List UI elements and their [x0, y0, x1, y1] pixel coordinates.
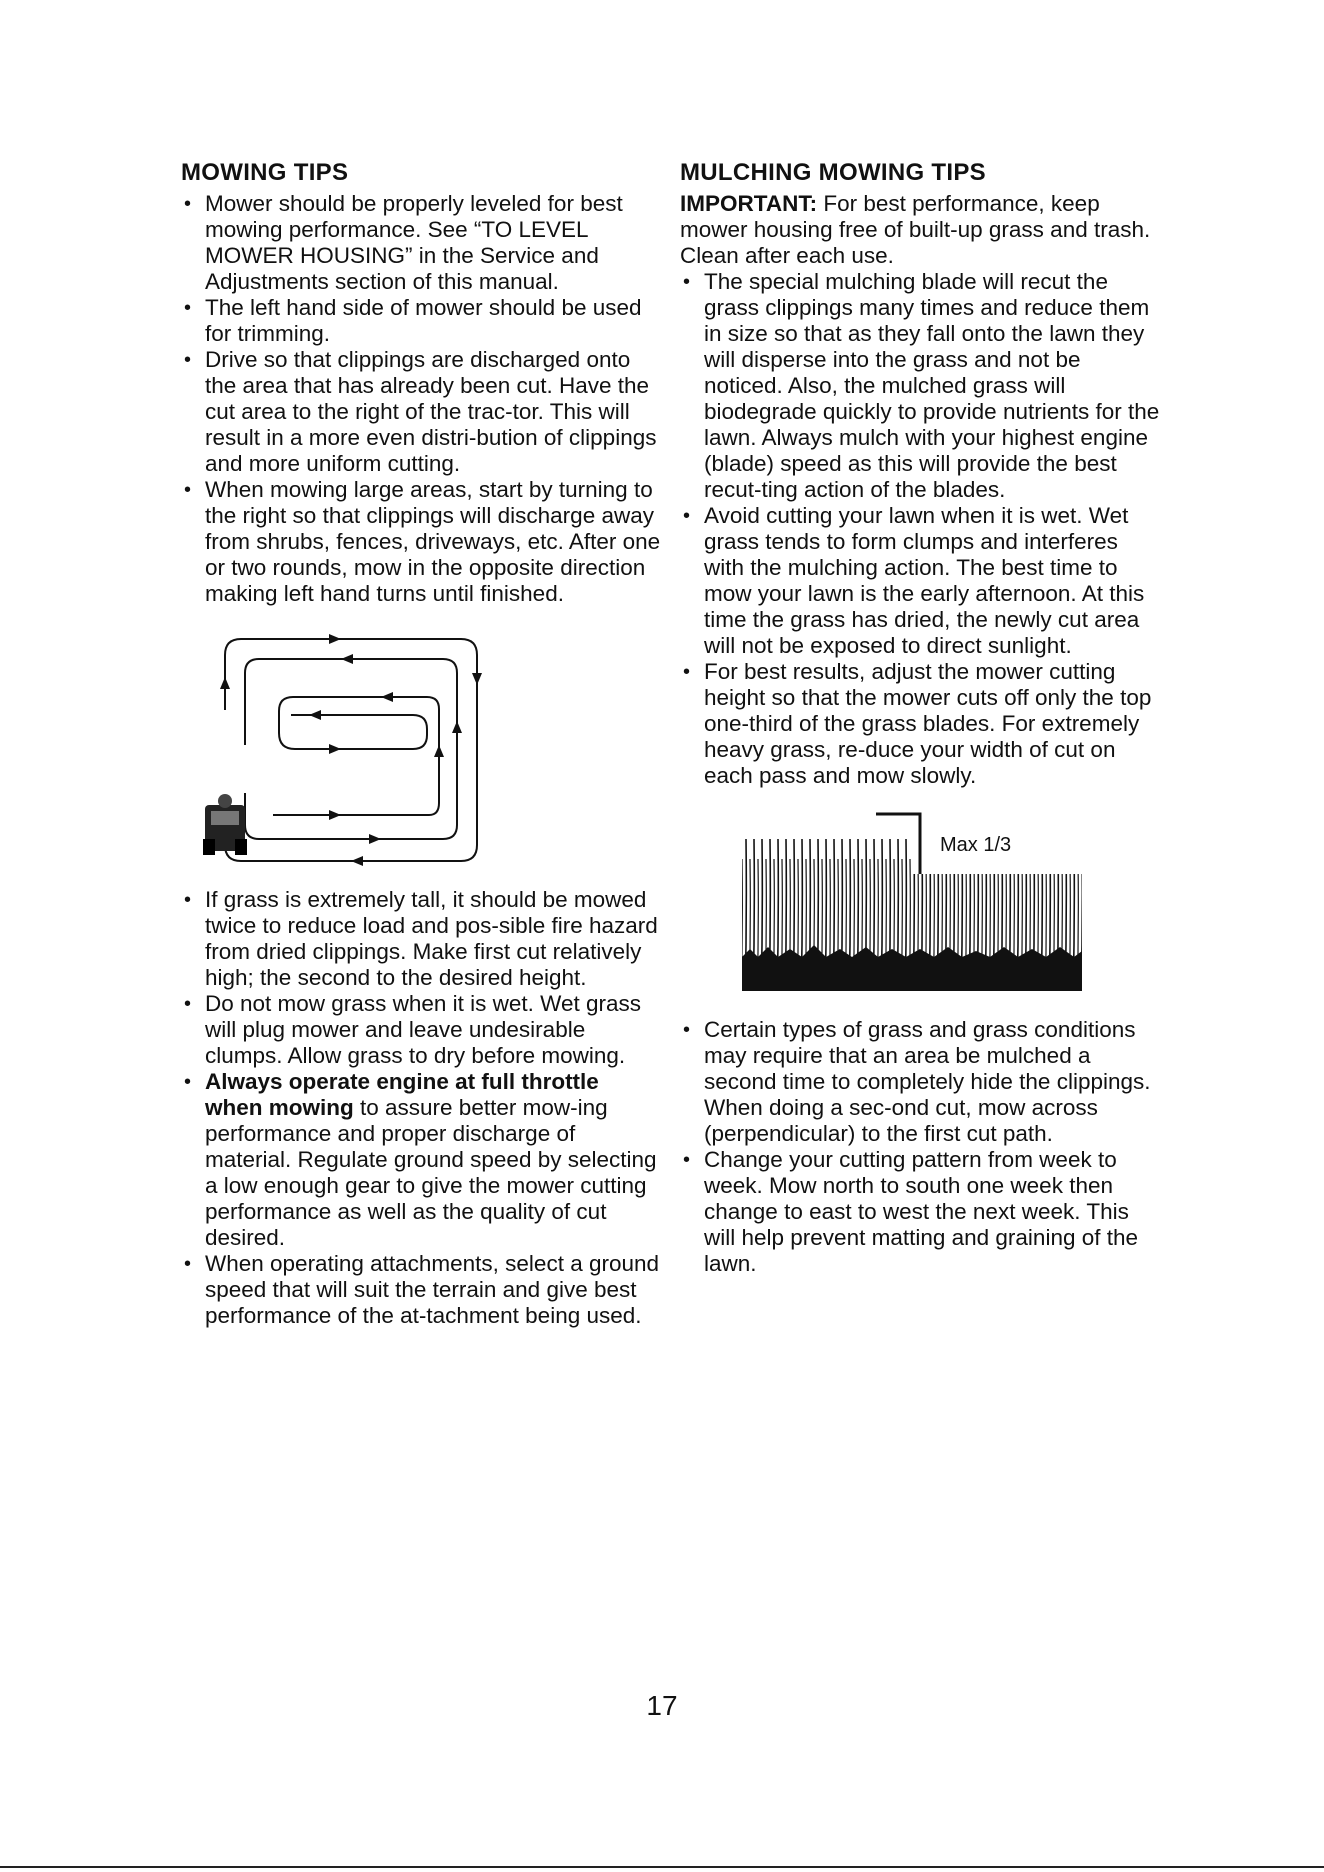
list-item: • Do not mow grass when it is wet. Wet grass will plug mower and leave undesirable clumps. Allow grass to dry before mowing.	[181, 991, 661, 1069]
mowing-tips-list-continued	[181, 887, 661, 1329]
right-column	[680, 158, 1160, 1277]
list-item: • Mower should be properly leveled for best mowing performance. See “TO LEVEL MOWER HOUSING” in the Service and Adjustments section of this manual.	[181, 191, 661, 295]
mulching-tips-list	[680, 269, 1160, 789]
important-text: For best performance, keep mower housing free of built-up grass and trash. Clean after each use.	[680, 191, 1151, 268]
bottom-rule	[0, 1866, 1324, 1868]
max-one-third-label: Max 1/3	[940, 834, 1012, 856]
list-item	[181, 1069, 661, 1251]
important-label: IMPORTANT:	[680, 191, 818, 216]
mulching-tips-heading: MULCHING MOWING TIPS	[680, 159, 986, 186]
list-item: • Avoid cutting your lawn when it is wet. Wet grass tends to form clumps and interferes with the mulching action. The best time to mow your lawn is the early afternoon. At this time the grass has dried, the newly cut area will not be exposed to direct sunlight.	[680, 503, 1160, 659]
list-item: • The special mulching blade will recut the grass clippings many times and reduce them in size so that as they fall onto the lawn they will disperse into the grass and not be noticed. Also, the mulched grass will biodegrade quickly to provide nutrients for the lawn. Always mulch with your highest engine (blade) speed as this will provide the best recut-ting action of the blades.	[680, 269, 1160, 503]
tractor-icon	[203, 794, 247, 855]
grass-illustration	[680, 799, 1160, 999]
list-item: • For best results, adjust the mower cutting height so that the mower cuts off only the top one-third of the grass blades. For extremely heavy grass, re-duce your width of cut on each pass and mow slowly.	[680, 659, 1160, 789]
important-note	[680, 191, 1160, 269]
grass-cut-height-diagram	[680, 799, 1160, 999]
list-item: • If grass is extremely tall, it should be mowed twice to reduce load and pos-sible fire hazard from dried clippings. Make first cut relatively high; the second to the desired height.	[181, 887, 661, 991]
mulching-tips-list-continued	[680, 1017, 1160, 1277]
list-item: • Certain types of grass and grass conditions may require that an area be mulched a second time to completely hide the clippings. When doing a sec-ond cut, mow across (perpendicular) to the first cut path.	[680, 1017, 1160, 1147]
page-number: 17	[646, 1690, 678, 1721]
mowing-pattern-illustration	[181, 625, 661, 875]
list-item: • Change your cutting pattern from week to week. Mow north to south one week then change to east to west the next week. This will help prevent matting and graining of the lawn.	[680, 1147, 1160, 1277]
list-item: • Drive so that clippings are discharged onto the area that has already been cut. Have the cut area to the right of the trac-tor. This will result in a more even distri-bution of clippings and more uniform cutting.	[181, 347, 661, 477]
list-item: • When mowing large areas, start by turning to the right so that clippings will discharge away from shrubs, fences, driveways, etc. After one or two rounds, mow in the opposite direction making left hand turns until finished.	[181, 477, 661, 607]
throttle-text: to assure better mow-ing performance and proper discharge of material. Regulate ground speed by selecting a low enough gear to give the mower cutting performance as well as the quality of cut desired.	[205, 1095, 657, 1250]
list-item: • The left hand side of mower should be used for trimming.	[181, 295, 661, 347]
list-item: • When operating attachments, select a ground speed that will suit the terrain and give best performance of the at-tachment being used.	[181, 1251, 661, 1329]
mowing-tips-list	[181, 191, 661, 607]
mowing-tips-heading: MOWING TIPS	[181, 159, 349, 186]
mowing-pattern-diagram	[181, 625, 661, 875]
throttle-bold-text: Always operate engine at full throttle when mowing	[205, 1069, 599, 1120]
left-column	[181, 158, 661, 1329]
